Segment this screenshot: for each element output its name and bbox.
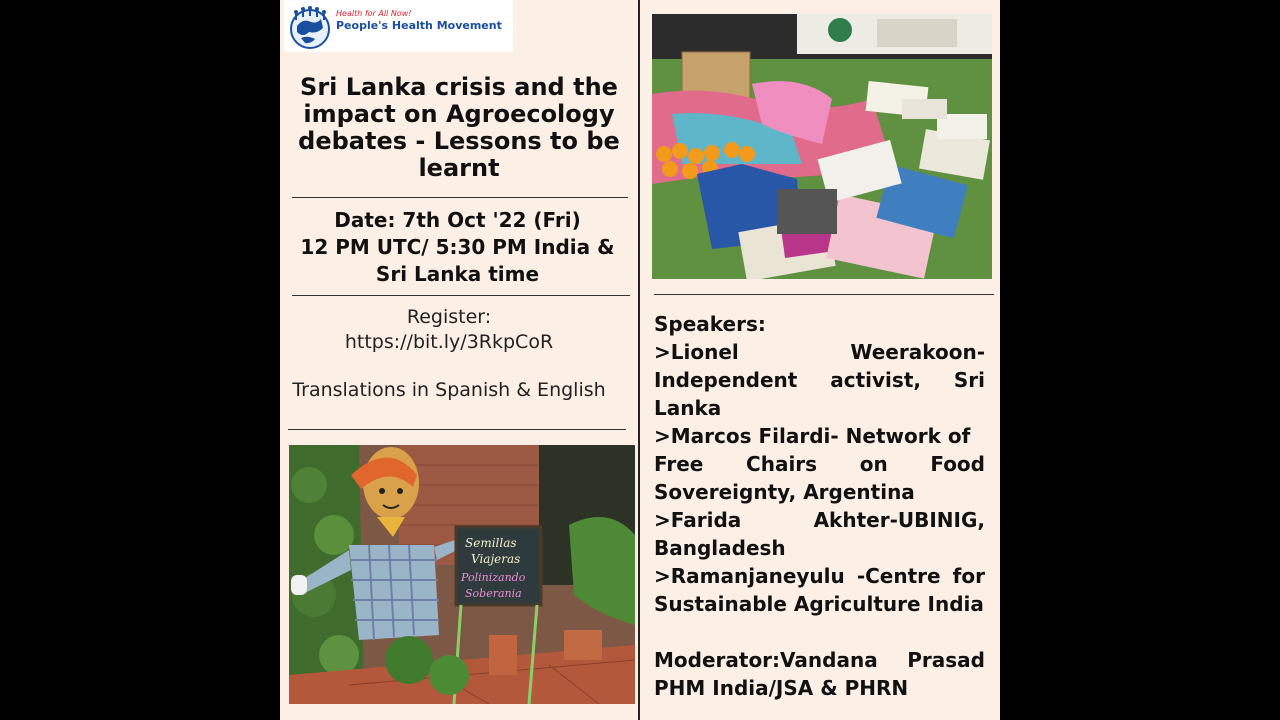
time-line: 12 PM UTC/ 5:30 PM India & — [300, 235, 615, 259]
speaker-line: Sustainable Agriculture India — [654, 592, 984, 616]
column-divider — [638, 0, 640, 720]
sign-line-4: Soberania — [465, 587, 522, 600]
scarecrow-illustration — [289, 445, 635, 704]
speaker-line: Lanka — [654, 396, 722, 420]
divider-line — [292, 295, 630, 296]
register-label: Register: — [406, 306, 492, 328]
event-date — [290, 207, 625, 288]
speaker-line: Sovereignty, Argentina — [654, 480, 915, 504]
divider-line — [654, 294, 994, 295]
spacer — [654, 618, 985, 646]
market-display-photo — [652, 14, 992, 279]
sign-line-3: Polinizando — [461, 571, 526, 584]
moderator-affiliation: PHM India/JSA & PHRN — [654, 676, 909, 700]
speaker-line: >Ramanjaneyulu -Centre for — [654, 564, 985, 588]
speaker-line: Independent activist, Sri — [654, 368, 985, 392]
speakers-heading: Speakers: — [654, 312, 766, 336]
speaker-line: >Lionel Weerakoon- — [654, 340, 985, 364]
speaker-line: Free Chairs on Food — [654, 452, 985, 476]
logo-name: People's Health Movement — [336, 19, 502, 32]
translations-note: Translations in Spanish & English — [292, 379, 606, 401]
date-line: Date: 7th Oct '22 (Fri) — [334, 208, 581, 232]
divider-line — [292, 197, 628, 198]
speaker-line: >Marcos Filardi- Network of — [654, 424, 971, 448]
globe-logo-icon — [287, 4, 333, 50]
speakers-block — [654, 310, 985, 702]
register-link[interactable]: https://bit.ly/3RkpCoR — [344, 331, 554, 353]
speaker-line: >Farida Akhter-UBINIG, — [654, 508, 985, 532]
event-title: Sri Lanka crisis and the impact on Agroecology debates - Lessons to be learnt — [298, 73, 620, 182]
sign-line-2: Viajeras — [471, 552, 521, 566]
market-illustration — [652, 14, 992, 279]
register-block — [290, 305, 608, 355]
sign-line-1: Semillas — [465, 536, 517, 550]
speaker-line: Bangladesh — [654, 536, 786, 560]
moderator-line: Moderator:Vandana Prasad — [654, 648, 985, 672]
logo-tagline: Health for All Now! — [336, 9, 412, 18]
scarecrow-photo — [289, 445, 635, 704]
timezone-line: Sri Lanka time — [375, 262, 540, 286]
divider-line — [288, 429, 626, 430]
